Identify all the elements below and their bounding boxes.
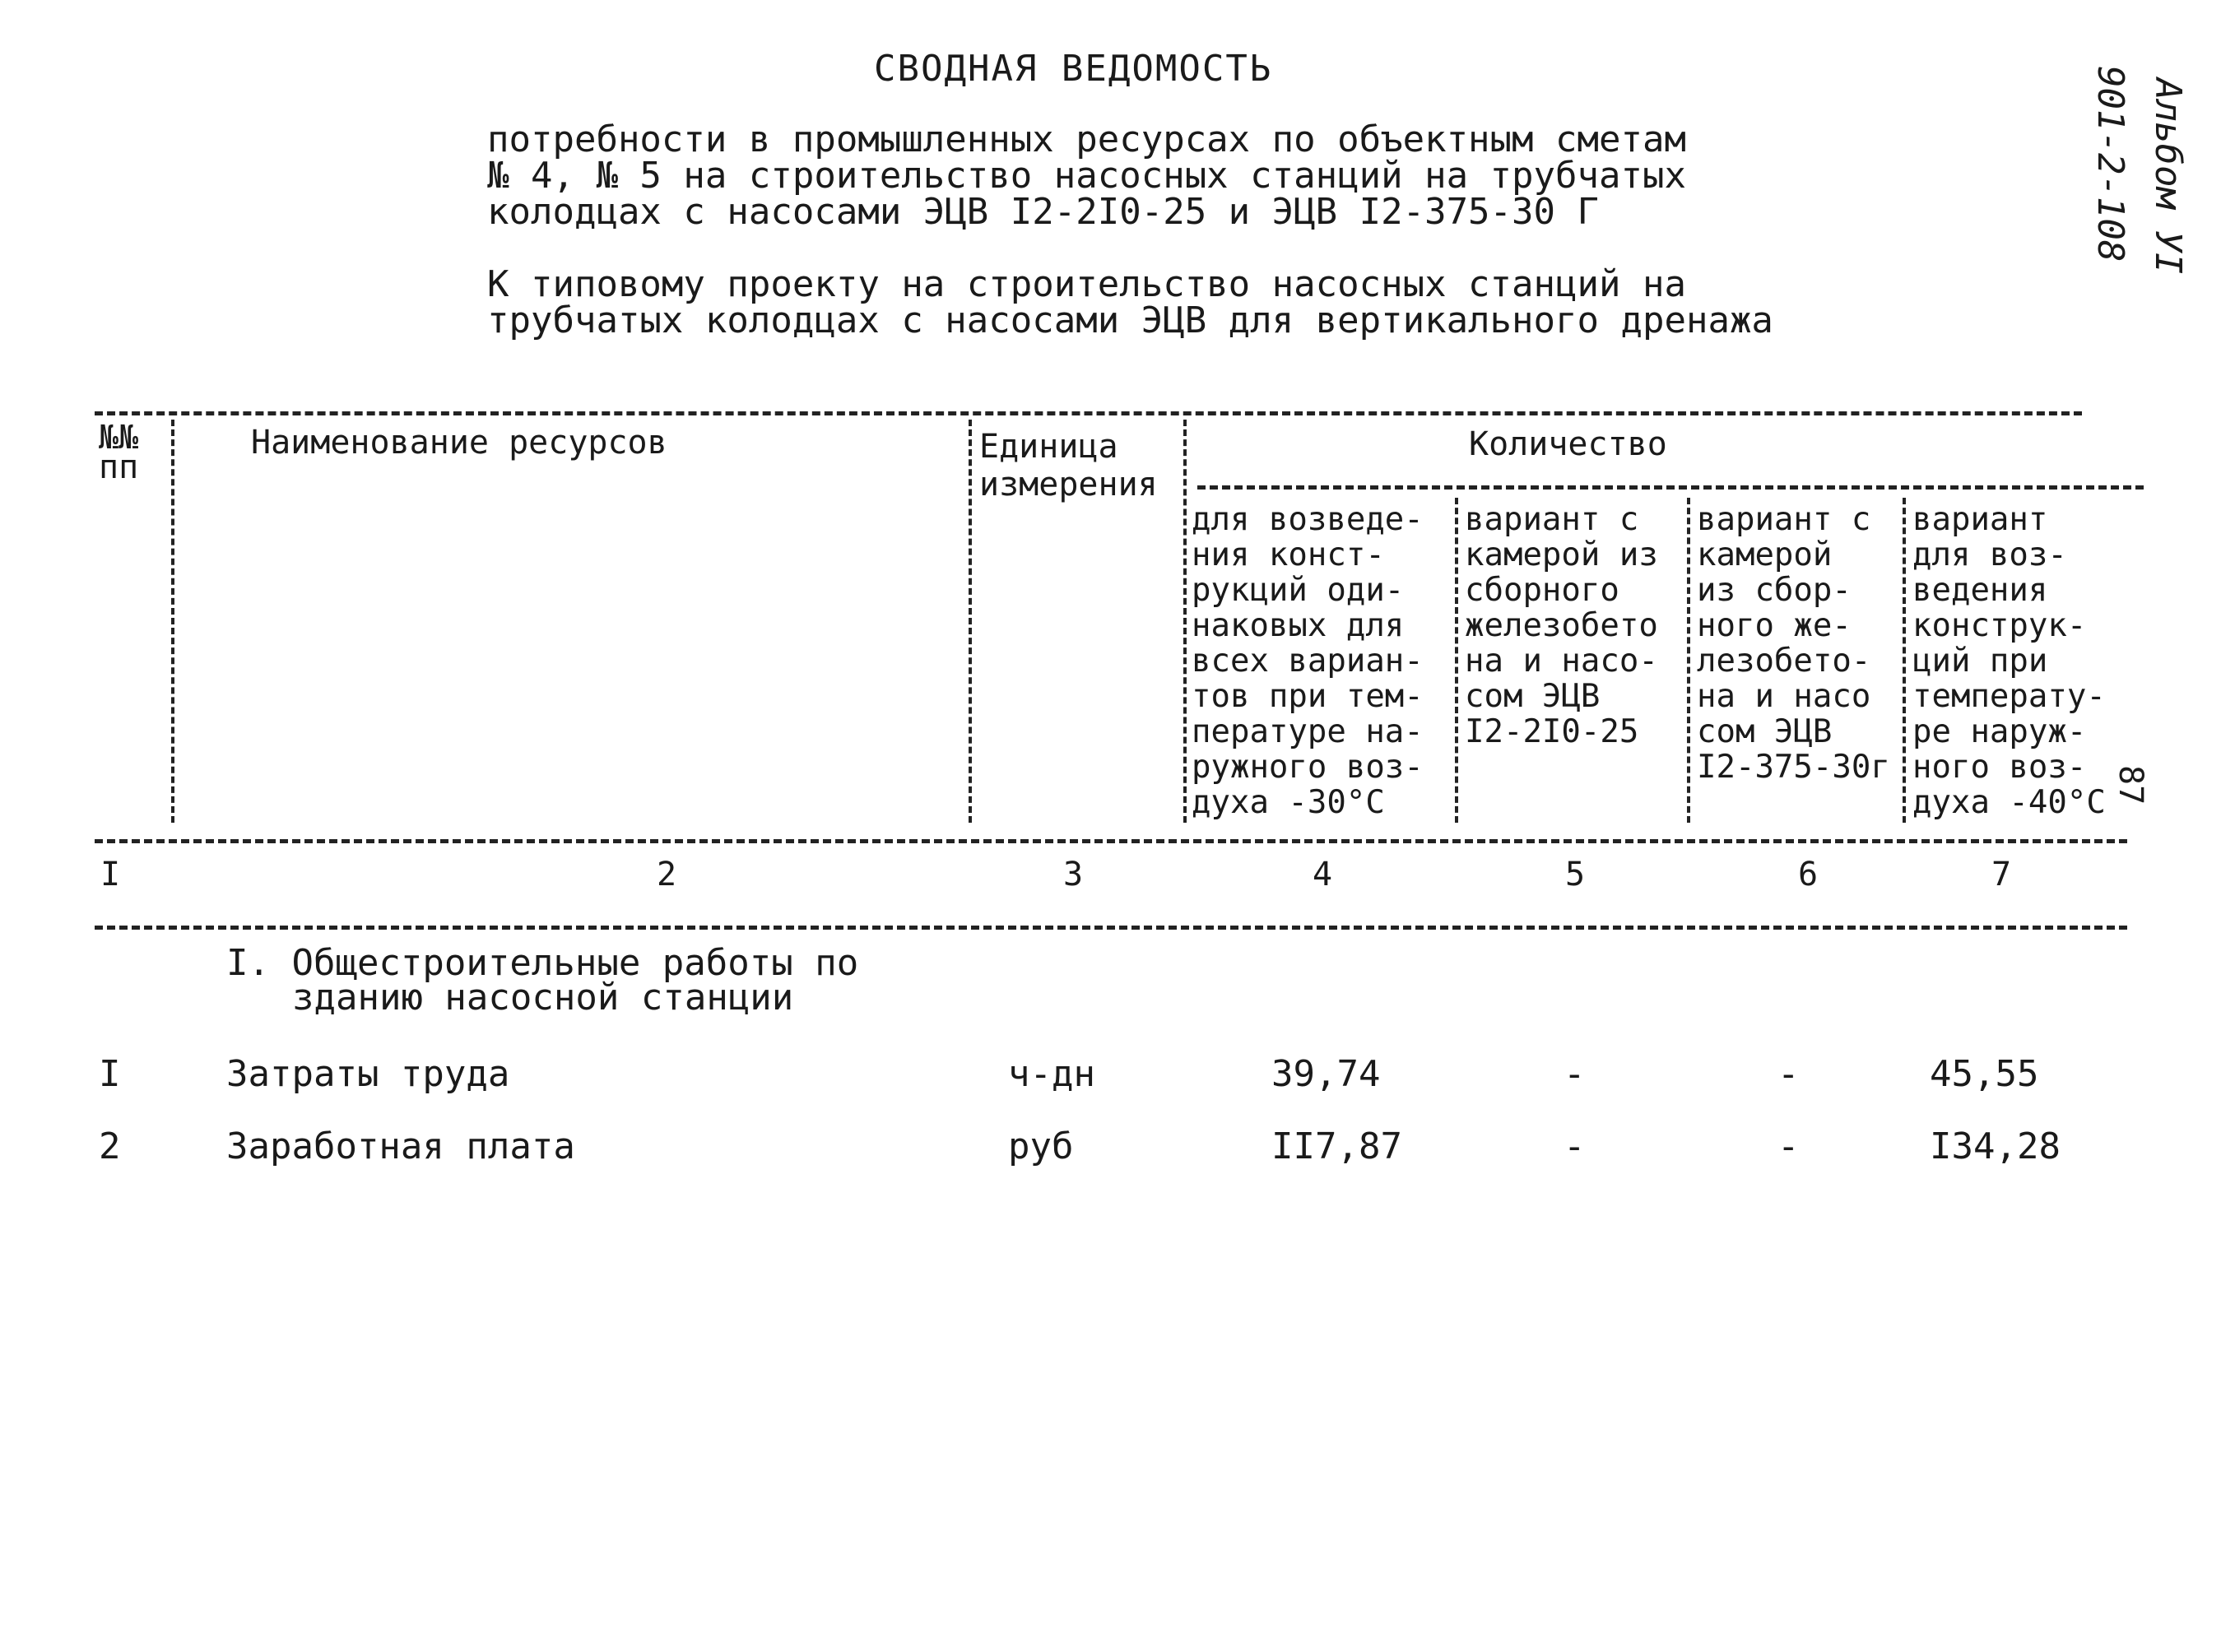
section-title-line: зданию насосной станции: [292, 977, 794, 1019]
document-title: СВОДНАЯ ВЕДОМОСТЬ: [874, 48, 1273, 90]
project-code: 901-2-108: [2089, 66, 2131, 262]
page-number: 87: [2112, 765, 2149, 805]
header-col1: [99, 419, 139, 486]
header-col6-line: вариант с: [1697, 501, 1871, 538]
separator-6: [1903, 498, 1906, 823]
header-col4-line: духа -30°С: [1192, 784, 1385, 821]
row-1-name: Затраты труда: [226, 1053, 510, 1095]
header-quantity: Количество: [1469, 425, 1667, 463]
header-col4-line: тов при тем-: [1192, 678, 1424, 715]
album-label: Альбом УI: [2147, 78, 2189, 275]
col-number-7: 7: [1991, 856, 2012, 893]
row-1-unit: ч-дн: [1008, 1053, 1095, 1095]
row-1-number: I: [99, 1053, 121, 1095]
header-col4: [1192, 502, 1424, 820]
subtitle-line-2: № 4, № 5 на строительство насосных станций на трубчатых: [487, 155, 1686, 197]
header-col7: [1912, 502, 2106, 820]
row-2-value-5: -: [1564, 1125, 1586, 1167]
row-1-value-6: -: [1777, 1053, 1800, 1095]
header-col7-line: ций при: [1912, 643, 2048, 680]
row-1-value-7: 45,55: [1930, 1053, 2039, 1095]
separator-4: [1455, 498, 1458, 823]
header-col5-line: I2-2I0-25: [1465, 713, 1639, 750]
col-number-2: 2: [657, 856, 677, 893]
project-line-1: К типовому проекту на строительство насосных станций на: [487, 263, 1686, 305]
header-col4-line: рукций оди-: [1192, 572, 1405, 609]
header-bottom-rule: [95, 839, 2127, 843]
header-col5-line: вариант с: [1465, 501, 1639, 538]
header-col5-line: железобето: [1465, 607, 1658, 644]
row-2-number: 2: [99, 1125, 121, 1167]
row-2-value-7: I34,28: [1930, 1125, 2061, 1167]
header-col6-line: сом ЭЦВ: [1697, 713, 1833, 750]
header-col4-line: пературе на-: [1192, 713, 1424, 750]
row-1-value-4: 39,74: [1271, 1053, 1381, 1095]
header-col7-line: ре наруж-: [1912, 713, 2087, 750]
row-2-name: Заработная плата: [226, 1125, 575, 1167]
header-col2: Наименование ресурсов: [251, 424, 667, 462]
header-col6: [1697, 502, 1890, 785]
header-col4-line: наковых для: [1192, 607, 1405, 644]
subtitle-line-3: колодцах с насосами ЭЦВ I2-2I0-25 и ЭЦВ I2-375-30 Г: [487, 191, 1600, 233]
separator-2: [969, 420, 972, 823]
header-col6-line: I2-375-30г: [1697, 749, 1890, 786]
row-2-value-6: -: [1777, 1125, 1800, 1167]
header-col3-line: Единица: [979, 428, 1118, 466]
header-col5-line: сборного: [1465, 572, 1619, 609]
header-col7-line: ведения: [1912, 572, 2048, 609]
header-col1-line: пп: [99, 448, 139, 486]
row-2-value-4: II7,87: [1271, 1125, 1402, 1167]
header-col6-line: из сбор-: [1697, 572, 1852, 609]
row-2-unit: руб: [1008, 1125, 1074, 1167]
col-number-6: 6: [1798, 856, 1819, 893]
project-line-2: трубчатых колодцах с насосами ЭЦВ для вертикального дренажа: [487, 299, 1773, 341]
header-col1-line: №№: [99, 419, 139, 457]
numbering-bottom-rule: [95, 926, 2127, 930]
header-col4-line: всех вариан-: [1192, 643, 1424, 680]
header-col3: [979, 428, 1158, 503]
header-col7-line: конструк-: [1912, 607, 2087, 644]
header-col7-line: ного воз-: [1912, 749, 2087, 786]
quantity-rule: [1197, 485, 2144, 490]
header-col3-line: измерения: [979, 466, 1158, 503]
header-col6-line: лезобето-: [1697, 643, 1871, 680]
col-number-3: 3: [1063, 856, 1084, 893]
header-col5: [1465, 502, 1658, 749]
header-col7-line: температу-: [1912, 678, 2106, 715]
col-number-5: 5: [1565, 856, 1586, 893]
col-number-1: I: [100, 856, 121, 893]
separator-5: [1687, 498, 1690, 823]
header-col7-line: духа -40°С: [1912, 784, 2106, 821]
separator-1: [171, 420, 174, 823]
header-col5-line: камерой из: [1465, 536, 1658, 573]
header-col7-line: вариант: [1912, 501, 2048, 538]
header-col7-line: для воз-: [1912, 536, 2067, 573]
header-col4-line: ружного воз-: [1192, 749, 1424, 786]
header-col5-line: сом ЭЦВ: [1465, 678, 1601, 715]
col-number-4: 4: [1313, 856, 1333, 893]
row-1-value-5: -: [1564, 1053, 1586, 1095]
subtitle-line-1: потребности в промышленных ресурсах по объектным сметам: [487, 118, 1686, 160]
header-col6-line: на и насо: [1697, 678, 1871, 715]
section-title-line: I. Общестроительные работы по: [226, 942, 859, 984]
table-top-rule: [95, 411, 2082, 415]
header-col6-line: камерой: [1697, 536, 1833, 573]
separator-3: [1183, 420, 1187, 823]
header-col4-line: ния конст-: [1192, 536, 1385, 573]
header-col5-line: на и насо-: [1465, 643, 1658, 680]
header-col6-line: ного же-: [1697, 607, 1852, 644]
section-title: [226, 942, 859, 1019]
header-col4-line: для возведе-: [1192, 501, 1424, 538]
